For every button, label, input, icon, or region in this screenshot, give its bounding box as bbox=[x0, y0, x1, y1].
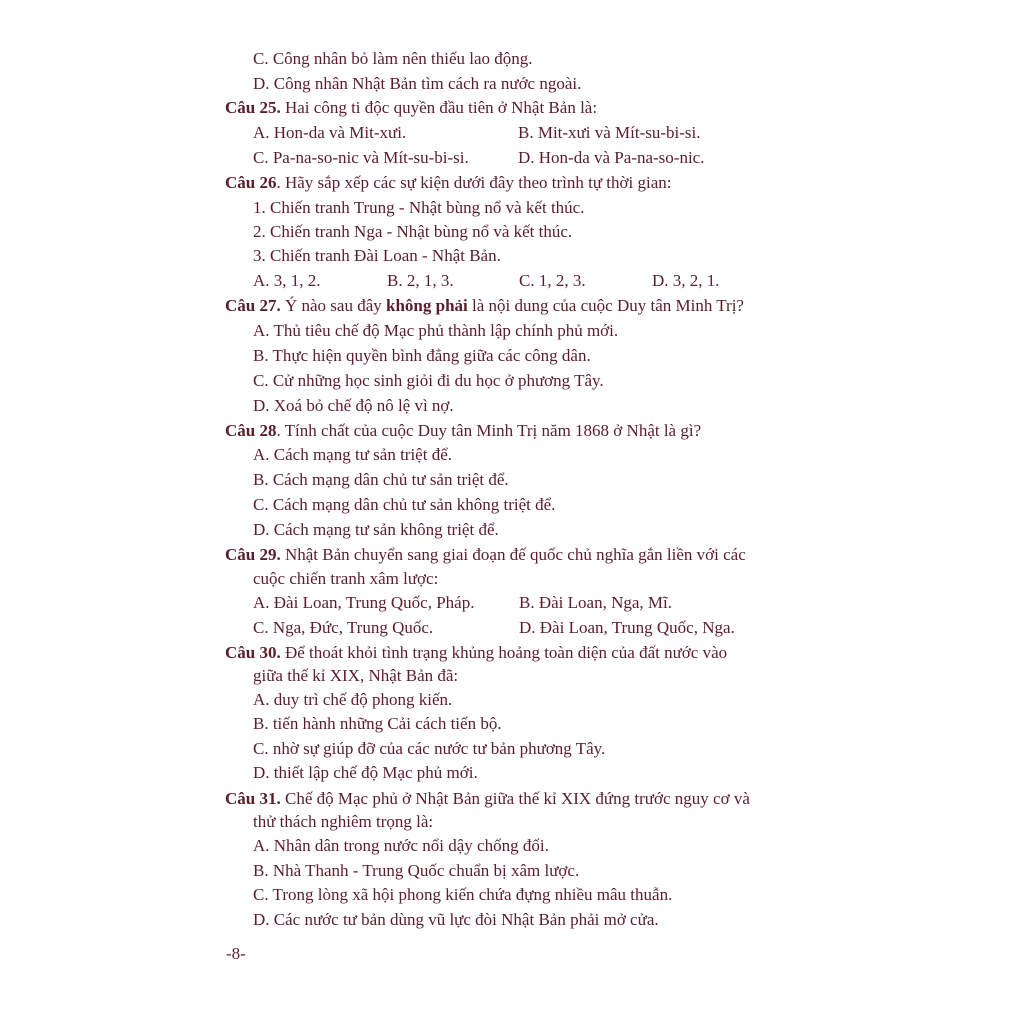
question-27 bbox=[225, 295, 744, 317]
question-31-text: Chế độ Mạc phủ ở Nhật Bản giữa thế kỉ XIX đứng trước nguy cơ và bbox=[280, 789, 750, 808]
question-31-option-a: A. Nhân dân trong nước nổi dậy chống đối. bbox=[253, 836, 549, 855]
question-26-option-d: D. 3, 2, 1. bbox=[652, 271, 720, 290]
question-30-text: Để thoát khỏi tình trạng khủng hoảng toàn diện của đất nước vào bbox=[280, 643, 728, 662]
question-31-option-d: D. Các nước tư bản dùng vũ lực đòi Nhật Bản phải mở cửa. bbox=[253, 910, 659, 929]
question-29-text-line-2: cuộc chiến tranh xâm lược: bbox=[253, 569, 439, 588]
question-25-option-c: C. Pa-na-so-nic và Mít-su-bi-si. bbox=[253, 148, 469, 167]
question-30-option-a: A. duy trì chế độ phong kiến. bbox=[253, 690, 453, 709]
question-27-option-c: C. Cử những học sinh giỏi đi du học ở phương Tây. bbox=[253, 371, 604, 390]
question-29-number: Câu 29. bbox=[225, 545, 281, 564]
question-26-event-2: 2. Chiến tranh Nga - Nhật bùng nổ và kết thúc. bbox=[253, 222, 573, 241]
question-25-number: Câu 25. bbox=[225, 98, 281, 117]
question-27-option-a: A. Thủ tiêu chế độ Mạc phủ thành lập chính phủ mới. bbox=[253, 321, 619, 340]
question-27-option-d: D. Xoá bỏ chế độ nô lệ vì nợ. bbox=[253, 396, 454, 415]
question-30-number: Câu 30. bbox=[225, 643, 281, 662]
page-number: -8- bbox=[226, 944, 246, 963]
question-26-option-c: C. 1, 2, 3. bbox=[519, 271, 586, 290]
question-31-text-line-2: thử thách nghiêm trọng là: bbox=[253, 812, 434, 831]
question-28-option-b: B. Cách mạng dân chủ tư sản triệt để. bbox=[253, 470, 509, 489]
question-30-text-line-2: giữa thế kỉ XIX, Nhật Bản đã: bbox=[253, 666, 459, 685]
question-24-option-d: D. Công nhân Nhật Bản tìm cách ra nước ngoài. bbox=[253, 74, 582, 93]
question-30-option-d: D. thiết lập chế độ Mạc phủ mới. bbox=[253, 763, 478, 782]
question-24-option-c: C. Công nhân bỏ làm nên thiếu lao động. bbox=[253, 49, 533, 68]
question-31-number: Câu 31. bbox=[225, 789, 281, 808]
question-28-number: Câu 28 bbox=[225, 421, 277, 440]
question-29-text: Nhật Bản chuyển sang giai đoạn đế quốc chủ nghĩa gắn liền với các bbox=[280, 545, 746, 564]
question-25-option-a: A. Hon-da và Mit-xưi. bbox=[253, 123, 407, 142]
question-26-event-3: 3. Chiến tranh Đài Loan - Nhật Bản. bbox=[253, 246, 501, 265]
question-28-text: . Tính chất của cuộc Duy tân Minh Trị năm 1868 ở Nhật là gì? bbox=[276, 421, 702, 440]
question-25-option-d: D. Hon-da và Pa-na-so-nic. bbox=[518, 148, 705, 167]
question-31-option-c: C. Trong lòng xã hội phong kiến chứa đựng nhiều mâu thuẫn. bbox=[253, 885, 673, 904]
question-25-option-b: B. Mit-xưi và Mít-su-bi-si. bbox=[518, 123, 701, 142]
question-30 bbox=[225, 642, 727, 664]
question-31 bbox=[225, 788, 750, 810]
question-29 bbox=[225, 544, 746, 566]
question-26-text: . Hãy sắp xếp các sự kiện dưới đây theo trình tự thời gian: bbox=[276, 173, 672, 192]
question-27-number: Câu 27. bbox=[225, 296, 281, 315]
question-30-option-b: B. tiến hành những Cải cách tiến bộ. bbox=[253, 714, 502, 733]
question-30-option-c: C. nhờ sự giúp đỡ của các nước tư bản phương Tây. bbox=[253, 739, 606, 758]
question-28 bbox=[225, 420, 701, 442]
question-25 bbox=[225, 97, 597, 119]
question-27-text-after: là nội dung của cuộc Duy tân Minh Trị? bbox=[467, 296, 744, 315]
question-26-option-b: B. 2, 1, 3. bbox=[387, 271, 454, 290]
question-26-option-a: A. 3, 1, 2. bbox=[253, 271, 321, 290]
question-29-option-a: A. Đài Loan, Trung Quốc, Pháp. bbox=[253, 593, 475, 612]
question-25-text: Hai công ti độc quyền đầu tiên ở Nhật Bản là: bbox=[280, 98, 598, 117]
question-27-option-b: B. Thực hiện quyền bình đẳng giữa các công dân. bbox=[253, 346, 591, 365]
question-29-option-d: D. Đài Loan, Trung Quốc, Nga. bbox=[519, 618, 735, 637]
question-28-option-a: A. Cách mạng tư sản triệt để. bbox=[253, 445, 452, 464]
question-28-option-d: D. Cách mạng tư sản không triệt để. bbox=[253, 520, 499, 539]
question-26-number: Câu 26 bbox=[225, 173, 277, 192]
question-28-option-c: C. Cách mạng dân chủ tư sản không triệt để. bbox=[253, 495, 556, 514]
question-27-emphasis: không phải bbox=[386, 296, 468, 315]
question-26-event-1: 1. Chiến tranh Trung - Nhật bùng nổ và kết thúc. bbox=[253, 198, 585, 217]
question-26 bbox=[225, 172, 671, 194]
question-31-option-b: B. Nhà Thanh - Trung Quốc chuẩn bị xâm lược. bbox=[253, 861, 580, 880]
question-29-option-c: C. Nga, Đức, Trung Quốc. bbox=[253, 618, 434, 637]
question-29-option-b: B. Đài Loan, Nga, Mĩ. bbox=[519, 593, 672, 612]
question-27-text-before: Ý nào sau đây bbox=[280, 296, 387, 315]
